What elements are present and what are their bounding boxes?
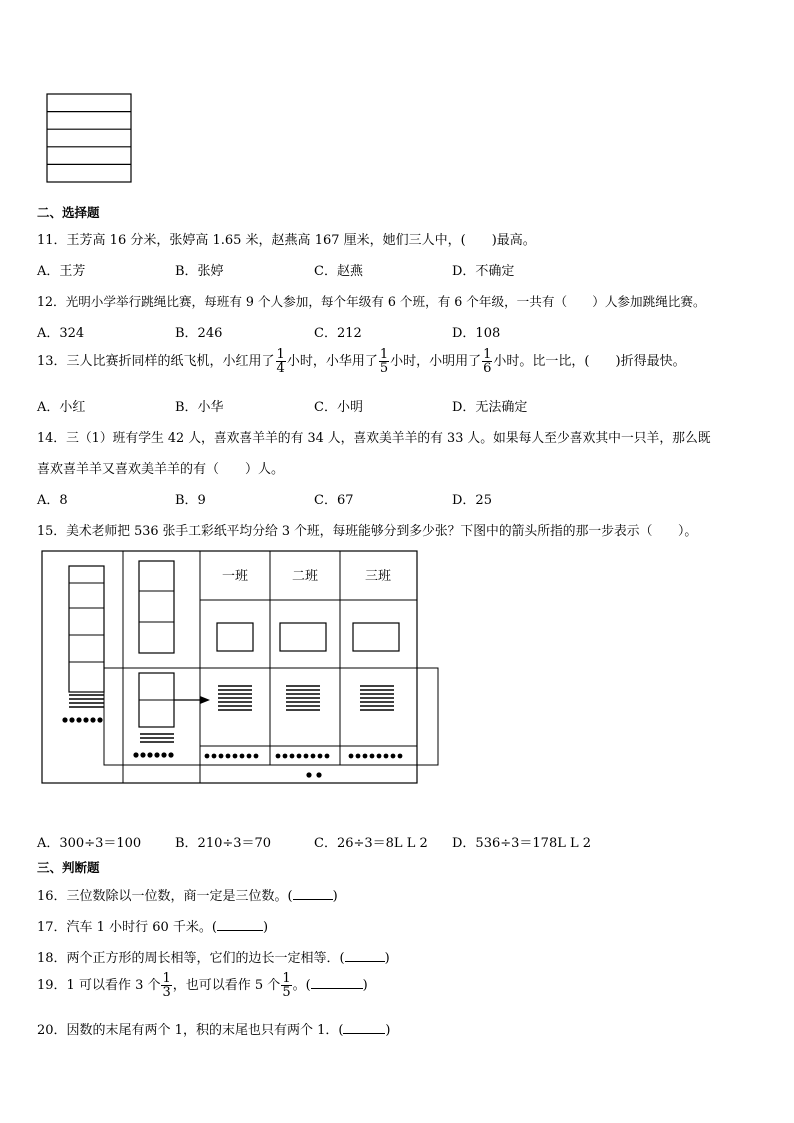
q11-option-a[interactable]: A．王芳 bbox=[37, 264, 86, 279]
q12-option-d[interactable]: D．108 bbox=[452, 326, 501, 341]
q13-suffix: 小时。比一比，( )折得最快。 bbox=[493, 354, 686, 369]
q13-mid2: 小时，小明用了 bbox=[390, 354, 482, 369]
section-title-choice: 二、选择题 bbox=[37, 205, 100, 220]
question-14-line1: 14．三（1）班有学生 42 人，喜欢喜羊羊的有 34 人，喜欢美羊羊的有 33 人。如果每人至少喜欢其中一只羊，那么既 bbox=[37, 431, 711, 446]
answer-blank-17[interactable] bbox=[217, 918, 263, 931]
section-title-judgement: 三、判断题 bbox=[37, 860, 100, 875]
q13-option-a[interactable]: A．小红 bbox=[37, 400, 86, 415]
q13-option-c[interactable]: C．小明 bbox=[314, 400, 363, 415]
question-17: 17．汽车 1 小时行 60 千米。( ) bbox=[37, 920, 269, 935]
fraction-1-5: $\frac{1}{5}$ bbox=[379, 347, 389, 376]
class-2-label: 二班 bbox=[291, 569, 319, 584]
question-16: 16．三位数除以一位数，商一定是三位数。( ) bbox=[37, 889, 338, 904]
answer-blank-19[interactable] bbox=[311, 976, 363, 989]
answer-blank-18[interactable] bbox=[345, 949, 385, 962]
q12-option-c[interactable]: C．212 bbox=[314, 326, 362, 341]
question-14-line2: 喜欢喜羊羊又喜欢美羊羊的有（ ）人。 bbox=[37, 462, 285, 477]
fraction-1-6: $\frac{1}{6}$ bbox=[483, 347, 492, 376]
fraction-1-4: $\frac{1}{4}$ bbox=[276, 347, 285, 376]
question-12: 12．光明小学举行跳绳比赛，每班有 9 个人参加，每个年级有 6 个班，有 6 个年级，一共有（ ）人参加跳绳比赛。 bbox=[37, 294, 706, 309]
q13-mid1: 小时，小华用了 bbox=[286, 354, 378, 369]
question-18: 18．两个正方形的周长相等，它们的边长一定相等．( ) bbox=[37, 951, 390, 966]
q15-option-a[interactable]: A．300÷3＝100 bbox=[37, 836, 142, 851]
q13-prefix: 13．三人比赛折同样的纸飞机，小红用了 bbox=[37, 354, 275, 369]
q14-option-c[interactable]: C．67 bbox=[314, 493, 354, 508]
answer-blank-16[interactable] bbox=[293, 887, 333, 900]
q11-option-b[interactable]: B．张婷 bbox=[175, 264, 224, 279]
fraction-1-5-b: $\frac{1}{5}$ bbox=[282, 971, 291, 1000]
stacked-bars-figure bbox=[44, 92, 136, 186]
question-15: 15．美术老师把 536 张手工彩纸平均分给 3 个班，每班能够分到多少张？下图中的箭头所指的那一步表示（ ）。 bbox=[37, 524, 698, 539]
question-13 bbox=[37, 348, 686, 375]
class-3-label: 三班 bbox=[364, 569, 392, 584]
division-diagram bbox=[40, 550, 442, 786]
q12-option-b[interactable]: B．246 bbox=[175, 326, 223, 341]
class-1-label: 一班 bbox=[221, 569, 249, 584]
q14-option-b[interactable]: B．9 bbox=[175, 493, 206, 508]
answer-blank-20[interactable] bbox=[343, 1021, 385, 1034]
fraction-1-3: $\frac{1}{3}$ bbox=[162, 971, 171, 1000]
q15-option-c[interactable]: C．26÷3＝8L L 2 bbox=[314, 836, 428, 851]
q13-option-d[interactable]: D．无法确定 bbox=[452, 400, 528, 415]
question-11: 11．王芳高 16 分米，张婷高 1.65 米，赵燕高 167 厘米，她们三人中，( )最高。 bbox=[37, 233, 536, 248]
q11-option-c[interactable]: C．赵燕 bbox=[314, 264, 363, 279]
question-20: 20．因数的末尾有两个 1，积的末尾也只有两个 1．( ) bbox=[37, 1023, 391, 1038]
q14-option-a[interactable]: A．8 bbox=[37, 493, 68, 508]
q14-option-d[interactable]: D．25 bbox=[452, 493, 492, 508]
q15-option-b[interactable]: B．210÷3＝70 bbox=[175, 836, 272, 851]
q11-option-d[interactable]: D．不确定 bbox=[452, 264, 515, 279]
q13-option-b[interactable]: B．小华 bbox=[175, 400, 224, 415]
q12-option-a[interactable]: A．324 bbox=[37, 326, 85, 341]
q15-option-d[interactable]: D．536÷3＝178L L 2 bbox=[452, 836, 592, 851]
question-19: 19．1 可以看作 3 个 $\frac{1}{3}$ ，也可以看作 5 个 $\frac{1}{5}$ 。( ) bbox=[37, 971, 368, 1000]
